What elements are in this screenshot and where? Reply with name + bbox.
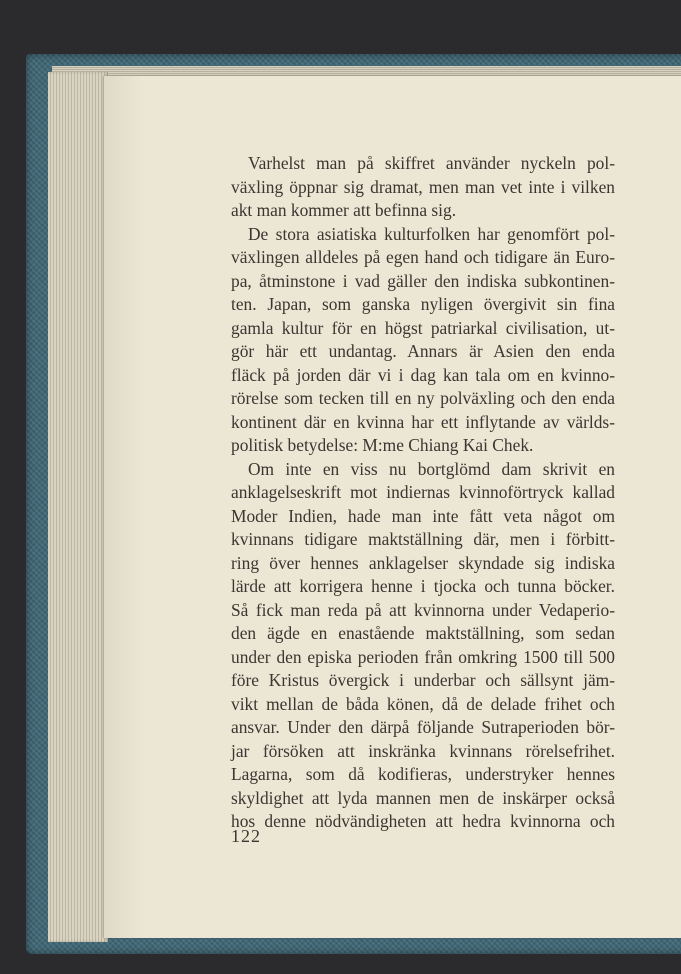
text-line: lärde att korrigera henne i tjocka och tunna böcker. [231, 576, 615, 596]
text-line: gör här ett undantag. Annars är Asien den enda [231, 341, 615, 361]
text-line: ring över hennes anklagelser skyndade sig indiska [231, 552, 615, 573]
text-line: den ägde en enastående maktställning, som sedan [231, 623, 615, 643]
paragraph-2 [231, 223, 615, 458]
paragraph-3 [231, 458, 615, 834]
text-line: Moder Indien, hade man inte fått veta något om [231, 505, 615, 526]
text-line: Lagarna, som då kodifieras, understryker hennes [231, 764, 615, 784]
text-line: hos denne nödvändigheten att hedra kvinnorna och [231, 811, 615, 831]
text-line: växling öppnar sig dramat, men man vet inte i vilken [231, 176, 615, 197]
paragraph-1 [231, 152, 615, 223]
text-line: pa, åtminstone i vad gäller den indiska subkontinen- [231, 270, 615, 291]
text-line: växlingen alldeles på egen hand och tidigare än Euro- [231, 247, 615, 267]
text-line: ten. Japan, som ganska nyligen övergivit sin fina [231, 294, 615, 314]
page-edges-left [48, 72, 108, 942]
text-line: De stora asiatiska kulturfolken har genomfört pol- [248, 223, 615, 244]
text-line: Så fick man reda på att kvinnorna under Vedaperio- [231, 599, 615, 620]
text-line: kontinent där en kvinna har ett inflytande av världs- [231, 411, 615, 432]
text-line: anklagelseskrift mot indiernas kvinnoförtryck kallad [231, 482, 615, 502]
text-line: jar försöken att inskränka kvinnans rörelsefrihet. [231, 740, 615, 761]
text-line: Varhelst man på skiffret använder nyckeln pol- [248, 153, 615, 173]
text-line: ansvar. Under den därpå följande Sutraperioden bör- [231, 717, 615, 737]
text-line: gamla kultur för en högst patriarkal civilisation, ut- [231, 317, 615, 338]
text-line: vikt mellan de båda könen, då de delade frihet och [231, 693, 615, 714]
text-line: fläck på jorden där vi i dag kan tala om en kvinno- [231, 364, 615, 385]
page-number: 122 [231, 826, 261, 846]
text-line: skyldighet att lyda mannen men de inskärper också [231, 787, 615, 808]
text-line: kvinnans tidigare maktställning där, men i förbitt- [231, 529, 615, 549]
text-line: politisk betydelse: M:me Chiang Kai Chek. [231, 435, 534, 455]
text-line: före Kristus övergick i underbar och sällsynt jäm- [231, 670, 615, 690]
text-line: akt man kommer att befinna sig. [231, 200, 457, 220]
text-line: rörelse som tecken till en ny polväxling och den enda [231, 388, 615, 408]
page-edges-top [52, 66, 681, 76]
text-line: Om inte en viss nu bortglömd dam skrivit en [248, 458, 615, 479]
text-line: under den episka perioden från omkring 1500 till 500 [231, 646, 615, 667]
page-body [231, 152, 615, 834]
